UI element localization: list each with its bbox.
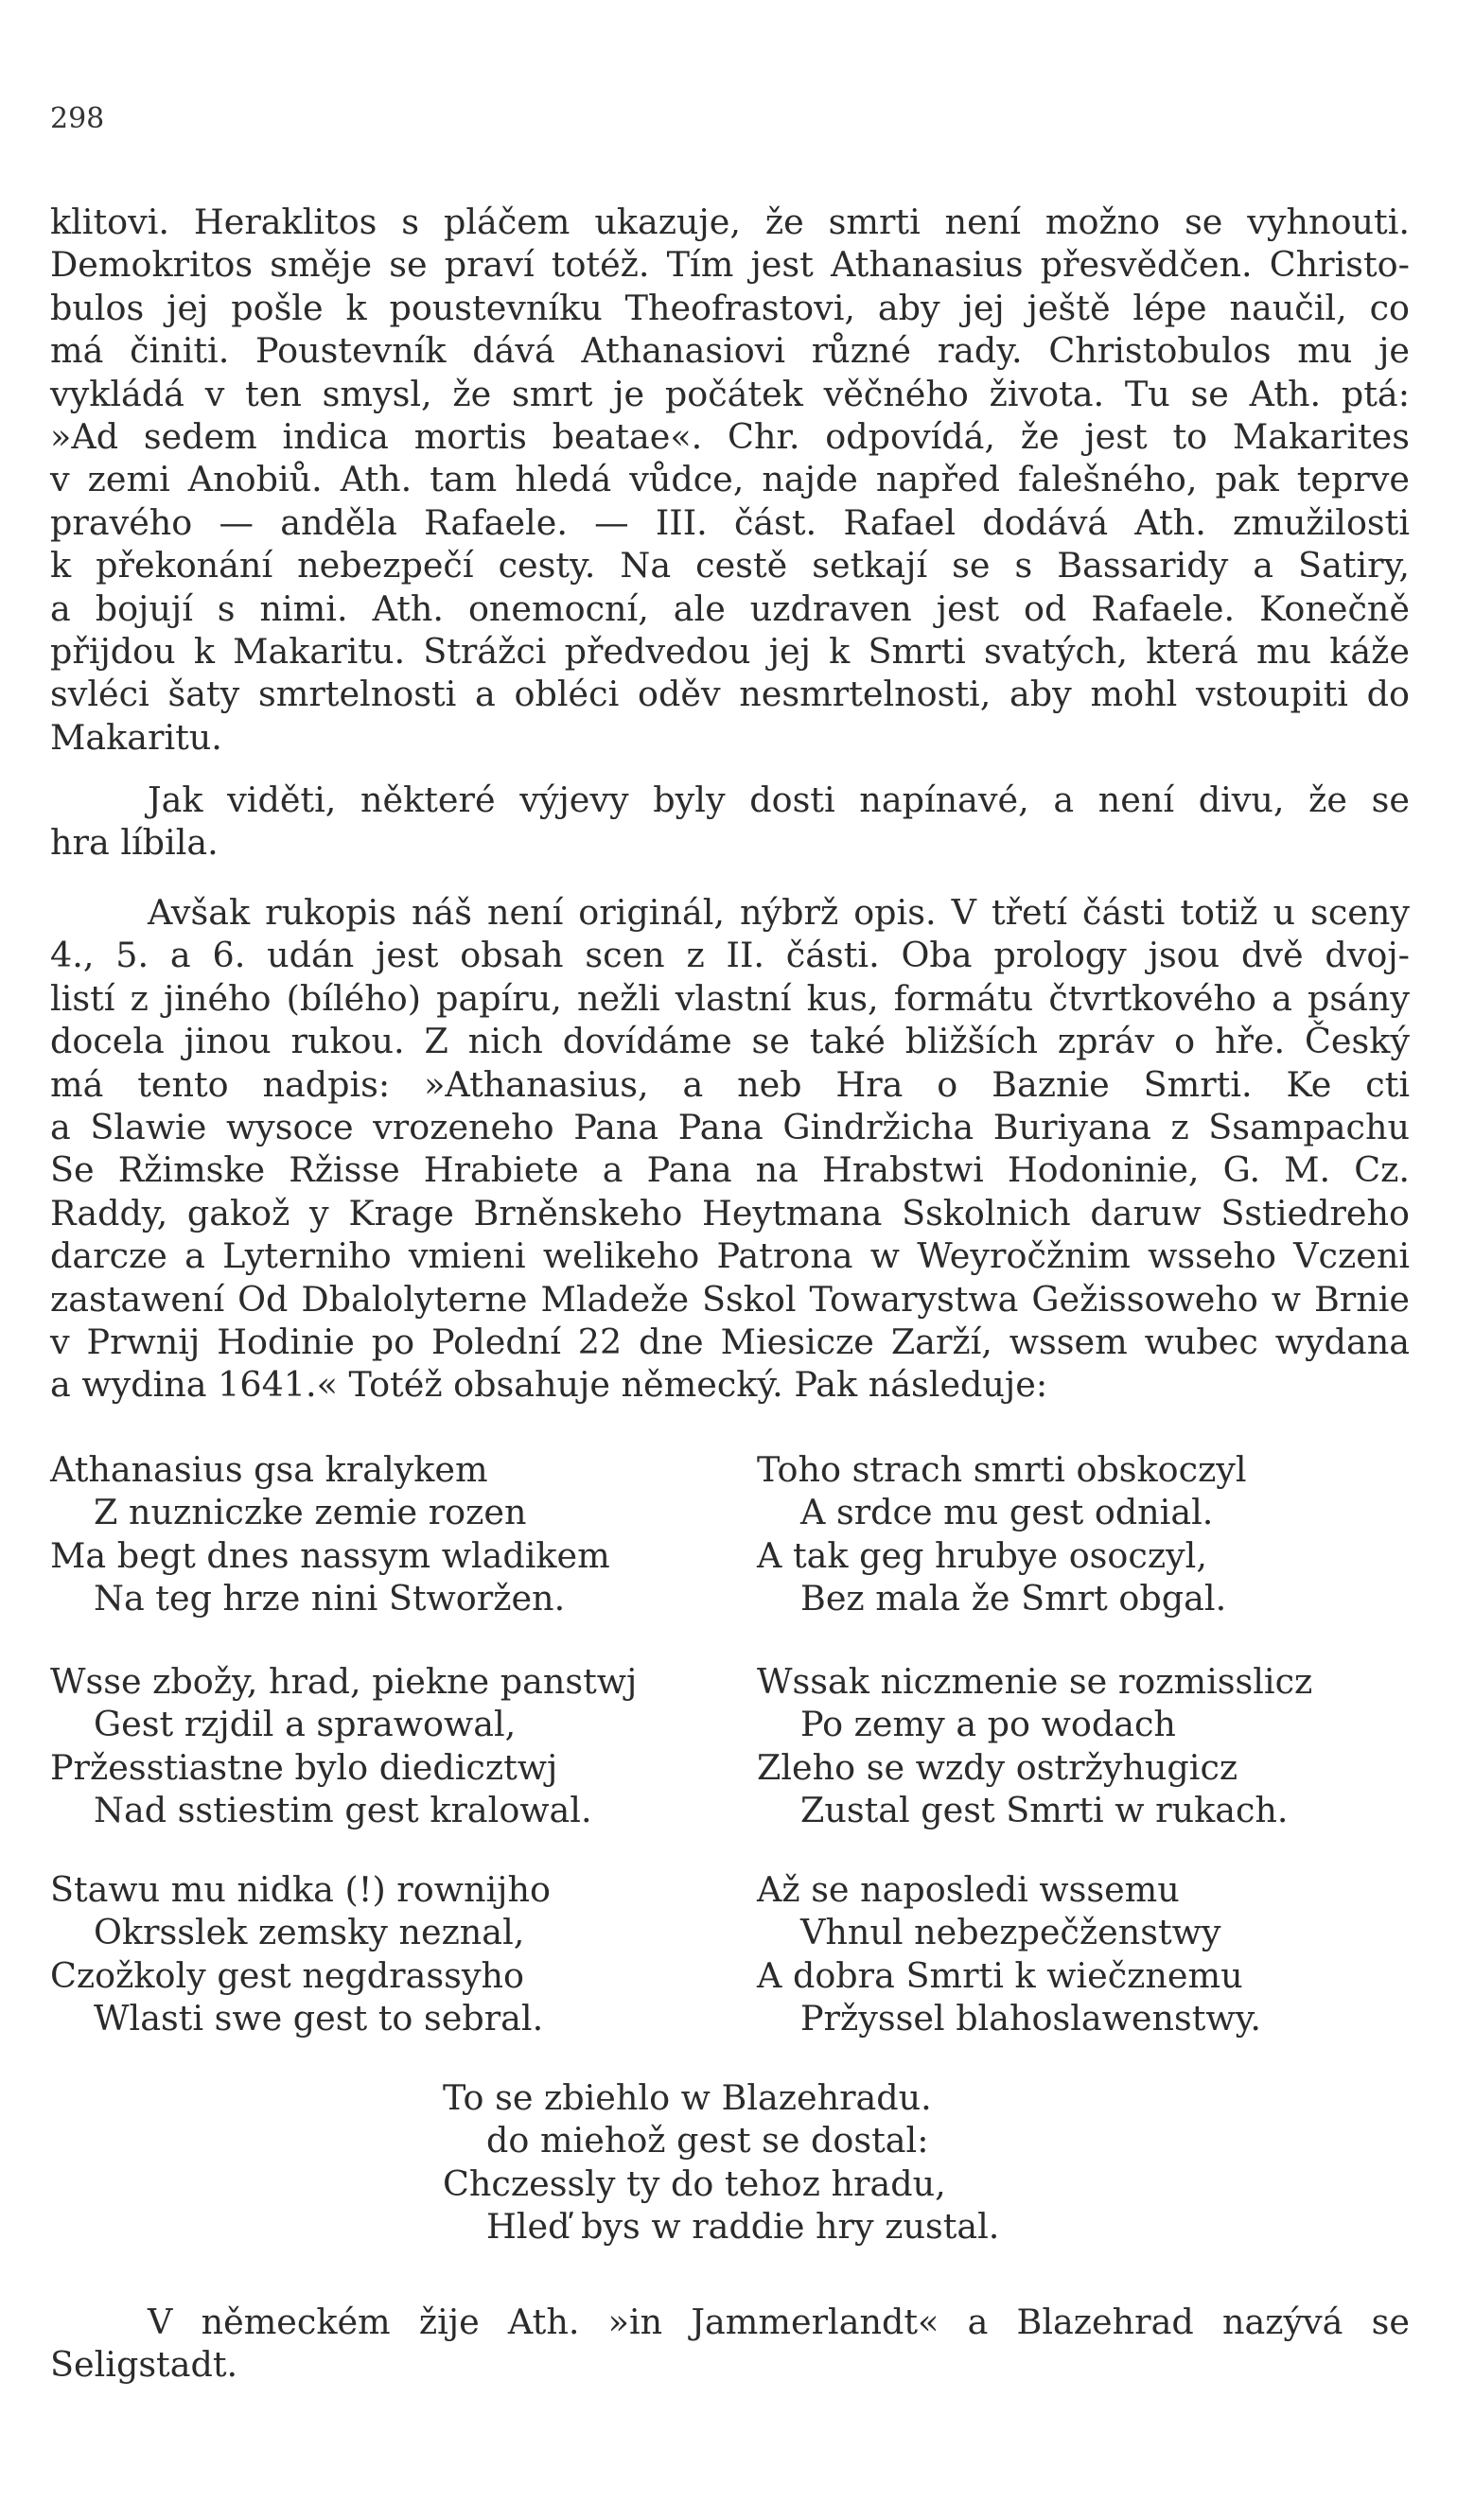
verse-line: Chczessly ty do tehoz hradu,: [443, 2162, 946, 2204]
verse-left-stanza-2: [50, 1660, 637, 1832]
verse-line: Toho strach smrti obskoczyl: [757, 1449, 1247, 1490]
verse-line: Ma begt dnes nassym wladikem: [50, 1534, 610, 1576]
page-number: 298: [50, 102, 105, 135]
verse-line: Nad sstiestim gest kralowal.: [94, 1790, 592, 1831]
verse-line: Athanasius gsa kralykem: [50, 1449, 488, 1490]
verse-line: Stawu mu nidka (!) rownijho: [50, 1869, 551, 1910]
text-line: docela jinou rukou. Z nich dovídáme se také bližších zpráv o hře. Český: [50, 1021, 1410, 1062]
text-line: k překonání nebezpečí cesty. Na cestě setkají se s Bassaridy a Satiry,: [50, 545, 1410, 586]
text-line: Seligstadt.: [50, 2344, 238, 2386]
verse-line: Po zemy a po wodach: [800, 1704, 1176, 1745]
text-line: zastawení Od Dbalolyterne Mladeže Sskol Towarystwa Gežissoweho w Brnie: [50, 1278, 1410, 1320]
paragraph-3: [50, 891, 1410, 1407]
text-line: a wydina 1641.« Totéž obsahuje německý. Pak následuje:: [50, 1364, 1048, 1406]
verse-line: do miehož gest se dostal:: [486, 2120, 929, 2161]
text-line: v zemi Anobiů. Ath. tam hledá vůdce, najde napřed falešného, pak teprve: [50, 459, 1410, 500]
text-line: darcze a Lyterniho vmieni welikeho Patrona w Weyročžnim wsseho Vczeni: [50, 1235, 1410, 1277]
verse-line: Až se naposledi wssemu: [757, 1869, 1180, 1910]
verse-line: Hleď bys w raddie hry zustal.: [486, 2206, 1000, 2248]
text-line: a bojují s nimi. Ath. onemocní, ale uzdraven jest od Rafaele. Konečně: [50, 587, 1410, 629]
verse-line: Pržesstiastne bylo diedicztwj: [50, 1746, 558, 1788]
text-line: pravého — anděla Rafaele. — III. část. Rafael dodává Ath. zmužilosti: [50, 501, 1410, 543]
text-line: Se Ržimske Ržisse Hrabiete a Pana na Hrabstwi Hodoninie, G. M. Cz.: [50, 1149, 1410, 1191]
text-line: Makaritu.: [50, 716, 222, 758]
verse-right-stanza-2: [757, 1660, 1312, 1832]
text-line: Avšak rukopis náš není originál, nýbrž opis. V třetí části totiž u sceny: [148, 892, 1410, 933]
text-line: přijdou k Makaritu. Strážci předvedou jej k Smrti svatých, která mu káže: [50, 630, 1410, 672]
verse-line: Zustal gest Smrti w rukach.: [800, 1790, 1289, 1831]
text-line: listí z jiného (bílého) papíru, nežli vlastní kus, formátu čtvrtkového a psány: [50, 977, 1410, 1019]
verse-line: Zleho se wzdy ostržyhugicz: [757, 1746, 1238, 1788]
text-line: 4., 5. a 6. udán jest obsah scen z II. části. Oba prology jsou dvě dvoj-: [50, 935, 1410, 976]
verse-line: Gest rzjdil a sprawowal,: [94, 1704, 517, 1745]
text-line: bulos jej pošle k poustevníku Theofrastovi, aby jej ještě lépe naučil, co: [50, 287, 1410, 328]
paragraph-4: [50, 2301, 1410, 2387]
paragraph-2: [50, 779, 1410, 865]
text-line: klitovi. Heraklitos s pláčem ukazuje, že smrti není možno se vyhnouti.: [50, 201, 1410, 242]
verse-line: Wssak niczmenie se rozmisslicz: [757, 1661, 1313, 1702]
verse-line: Z nuzniczke zemie rozen: [94, 1492, 527, 1533]
paragraph-1: [50, 201, 1410, 759]
verse-line: Wsse zbožy, hrad, piekne panstwj: [50, 1661, 638, 1702]
verse-line: A tak geg hrubye osoczyl,: [757, 1534, 1207, 1576]
verse-line: Na teg hrze nini Stworžen.: [94, 1578, 566, 1619]
verse-line: Vhnul nebezpečženstwy: [800, 1912, 1221, 1953]
text-line: vykládá v ten smysl, že smrt je počátek věčného života. Tu se Ath. ptá:: [50, 373, 1410, 414]
text-line: Raddy, gakož y Krage Brněnskeho Heytmana Sskolnich daruw Sstiedreho: [50, 1192, 1410, 1234]
verse-right-stanza-3: [757, 1868, 1261, 2040]
verse-center-stanza: [443, 2076, 999, 2249]
text-line: »Ad sedem indica mortis beatae«. Chr. odpovídá, že jest to Makarites: [50, 415, 1410, 457]
text-line: V německém žije Ath. »in Jammerlandt« a Blazehrad nazývá se: [148, 2301, 1410, 2342]
verse-line: A dobra Smrti k wiečznemu: [757, 1954, 1243, 1996]
verse-left-stanza-3: [50, 1868, 551, 2040]
verse-line: Bez mala že Smrt obgal.: [800, 1578, 1227, 1619]
verse-line: Pržyssel blahoslawenstwy.: [800, 1998, 1262, 2039]
text-line: Demokritos směje se praví totéž. Tím jest Athanasius přesvědčen. Christo-: [50, 244, 1410, 286]
text-line: svléci šaty smrtelnosti a obléci oděv nesmrtelnosti, aby mohl vstoupiti do: [50, 674, 1410, 715]
verse-right-stanza-1: [757, 1448, 1247, 1620]
text-line: a Slawie wysoce vrozeneho Pana Pana Gindržicha Buriyana z Ssampachu: [50, 1106, 1410, 1147]
text-line: v Prwnij Hodinie po Polední 22 dne Miesicze Zarží, wssem wubec wydana: [50, 1321, 1410, 1362]
verse-left-stanza-1: [50, 1448, 610, 1620]
text-line: hra líbila.: [50, 822, 219, 864]
verse-line: To se zbiehlo w Blazehradu.: [443, 2077, 932, 2118]
text-line: má činiti. Poustevník dává Athanasiovi různé rady. Christobulos mu je: [50, 330, 1410, 372]
text-line: Jak viděti, některé výjevy byly dosti napínavé, a není divu, že se: [148, 779, 1410, 820]
verse-line: Okrsslek zemsky neznal,: [94, 1912, 525, 1953]
verse-line: Wlasti swe gest to sebral.: [94, 1998, 544, 2039]
verse-line: Czožkoly gest negdrassyho: [50, 1954, 524, 1996]
text-line: má tento nadpis: »Athanasius, a neb Hra o Baznie Smrti. Ke cti: [50, 1063, 1410, 1105]
verse-line: A srdce mu gest odnial.: [800, 1492, 1214, 1533]
